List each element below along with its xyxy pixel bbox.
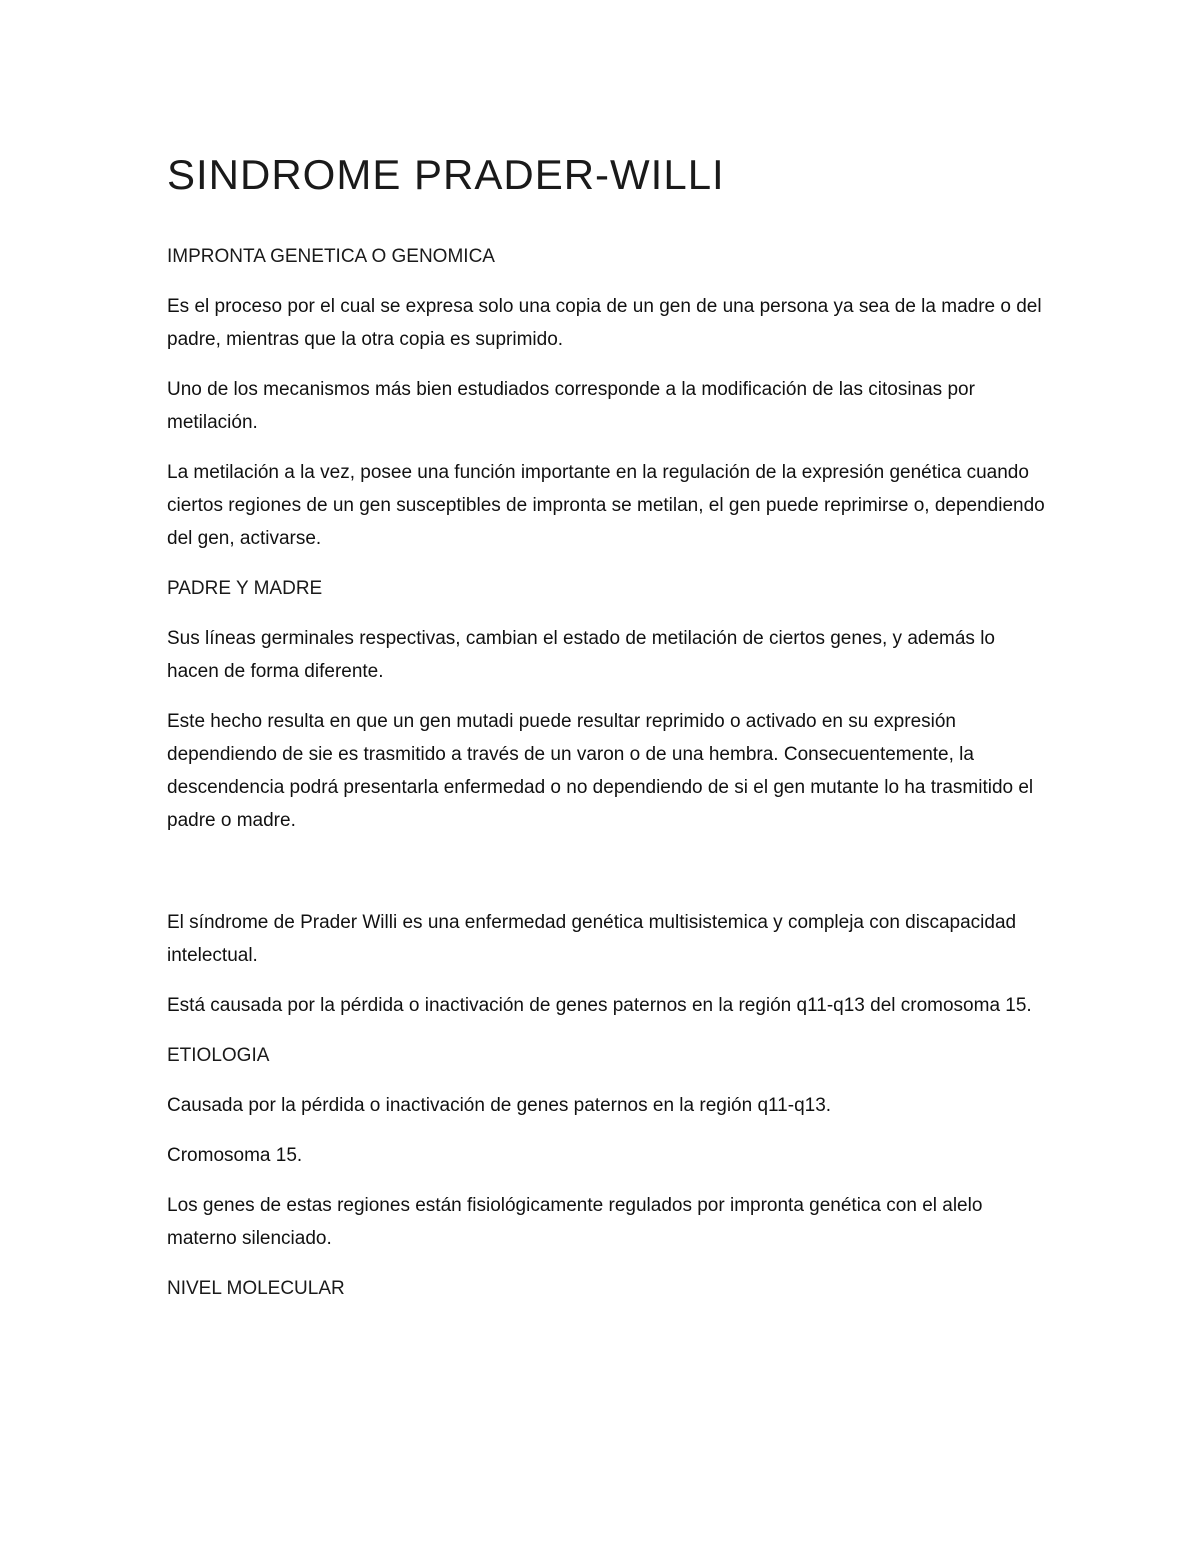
paragraph-impronta-definition: Es el proceso por el cual se expresa solo una copia de un gen de una persona ya sea de la madre o del padre, mientras que la otra copia es suprimido.	[167, 296, 1042, 350]
paragraph-metilacion: La metilación a la vez, posee una función importante en la regulación de la expresión genética cuando ciertos regiones de un gen susceptibles de impronta se metilan, el gen puede reprimirse o, dependiendo del gen, activarse.	[167, 462, 1045, 549]
paragraph-genes-regiones: Los genes de estas regiones están fisiológicamente regulados por impronta genética con el alelo materno silenciado.	[167, 1195, 983, 1249]
section-heading-nivel-molecular: NIVEL MOLECULAR	[167, 1278, 345, 1299]
paragraph-lineas-germinales: Sus líneas germinales respectivas, cambian el estado de metilación de ciertos genes, y además lo hacen de forma diferente.	[167, 628, 995, 682]
paragraph-mecanismos: Uno de los mecanismos más bien estudiados corresponde a la modificación de las citosinas por metilación.	[167, 379, 975, 433]
paragraph-causada: Está causada por la pérdida o inactivación de genes paternos en la región q11-q13 del cromosoma 15.	[167, 995, 1032, 1016]
document-title: SINDROME PRADER-WILLI	[167, 151, 725, 198]
section-heading-impronta: IMPRONTA GENETICA O GENOMICA	[167, 246, 495, 267]
document-body	[167, 146, 1047, 1322]
paragraph-etiologia-causa: Causada por la pérdida o inactivación de genes paternos en la región q11-q13.	[167, 1095, 832, 1116]
paragraph-cromosoma: Cromosoma 15.	[167, 1145, 303, 1166]
paragraph-sindrome-definition: El síndrome de Prader Willi es una enfermedad genética multisistemica y compleja con discapacidad intelectual.	[167, 912, 1017, 966]
blank-line	[167, 854, 1047, 906]
paragraph-hecho-resulta: Este hecho resulta en que un gen mutadi puede resultar reprimido o activado en su expresión dependiendo de sie es trasmitido a través de un varon o de una hembra. Consecuentemente, la descendencia podrá presentarla enfermedad o no dependiendo de si el gen mutante lo ha trasmitido el padre o madre.	[167, 711, 1034, 831]
section-heading-padre-madre: PADRE Y MADRE	[167, 578, 323, 599]
section-heading-etiologia: ETIOLOGIA	[167, 1045, 270, 1066]
